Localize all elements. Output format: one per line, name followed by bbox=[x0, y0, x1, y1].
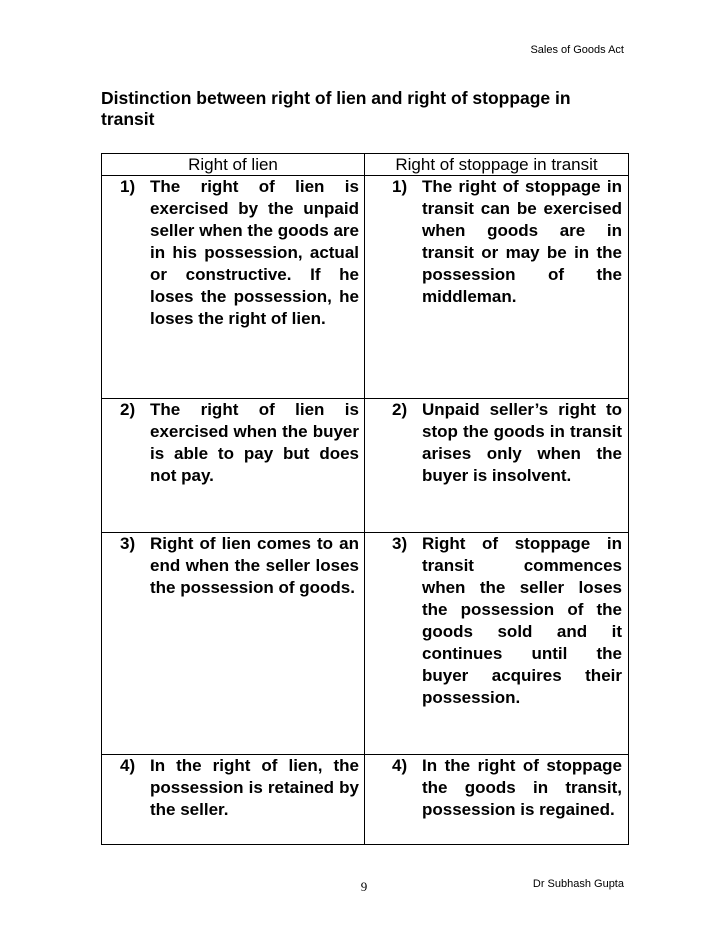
item-text: Right of stoppage in transit commences when the seller loses the possession of the goods sold and it continues until the buyer acquires their possession. bbox=[422, 534, 622, 707]
comparison-table bbox=[101, 153, 629, 845]
lien-cell bbox=[102, 399, 365, 533]
page-number: 9 bbox=[360, 879, 368, 894]
item-text: In the right of stoppage the goods in transit, possession is regained. bbox=[422, 756, 622, 819]
item-number: 2) bbox=[392, 400, 408, 419]
item-text: In the right of lien, the possession is retained by the seller. bbox=[150, 756, 359, 819]
table-row bbox=[102, 176, 629, 399]
item-text: The right of stoppage in transit can be exercised when goods are in transit or may be in the possession of the middleman. bbox=[422, 177, 622, 306]
item-text: The right of lien is exercised by the unpaid seller when the goods are in his possession, actual or constructive. If he loses the possession, he loses the right of lien. bbox=[150, 177, 359, 328]
item-text: The right of lien is exercised when the buyer is able to pay but does not pay. bbox=[150, 400, 359, 485]
item-number: 4) bbox=[392, 756, 408, 775]
item-number: 3) bbox=[392, 534, 408, 553]
stoppage-cell bbox=[365, 533, 629, 755]
lien-cell bbox=[102, 176, 365, 399]
lien-cell bbox=[102, 533, 365, 755]
lien-cell bbox=[102, 755, 365, 845]
column-header-lien: Right of lien bbox=[102, 154, 365, 176]
table-row bbox=[102, 755, 629, 845]
running-header: Sales of Goods Act bbox=[530, 44, 624, 56]
item-number: 1) bbox=[120, 177, 136, 196]
item-number: 2) bbox=[120, 400, 136, 419]
section-heading: Distinction between right of lien and right of stoppage in transit bbox=[101, 88, 571, 129]
table-header-row bbox=[102, 154, 629, 176]
stoppage-cell bbox=[365, 755, 629, 845]
item-number: 4) bbox=[120, 756, 136, 775]
item-text: Right of lien comes to an end when the seller loses the possession of goods. bbox=[150, 534, 359, 597]
footer-author: Dr Subhash Gupta bbox=[532, 878, 624, 890]
stoppage-cell bbox=[365, 399, 629, 533]
item-text: Unpaid seller’s right to stop the goods in transit arises only when the buyer is insolvent. bbox=[422, 400, 622, 485]
item-number: 1) bbox=[392, 177, 408, 196]
table-row bbox=[102, 399, 629, 533]
item-number: 3) bbox=[120, 534, 136, 553]
column-header-stoppage: Right of stoppage in transit bbox=[365, 154, 629, 176]
stoppage-cell bbox=[365, 176, 629, 399]
table-row bbox=[102, 533, 629, 755]
